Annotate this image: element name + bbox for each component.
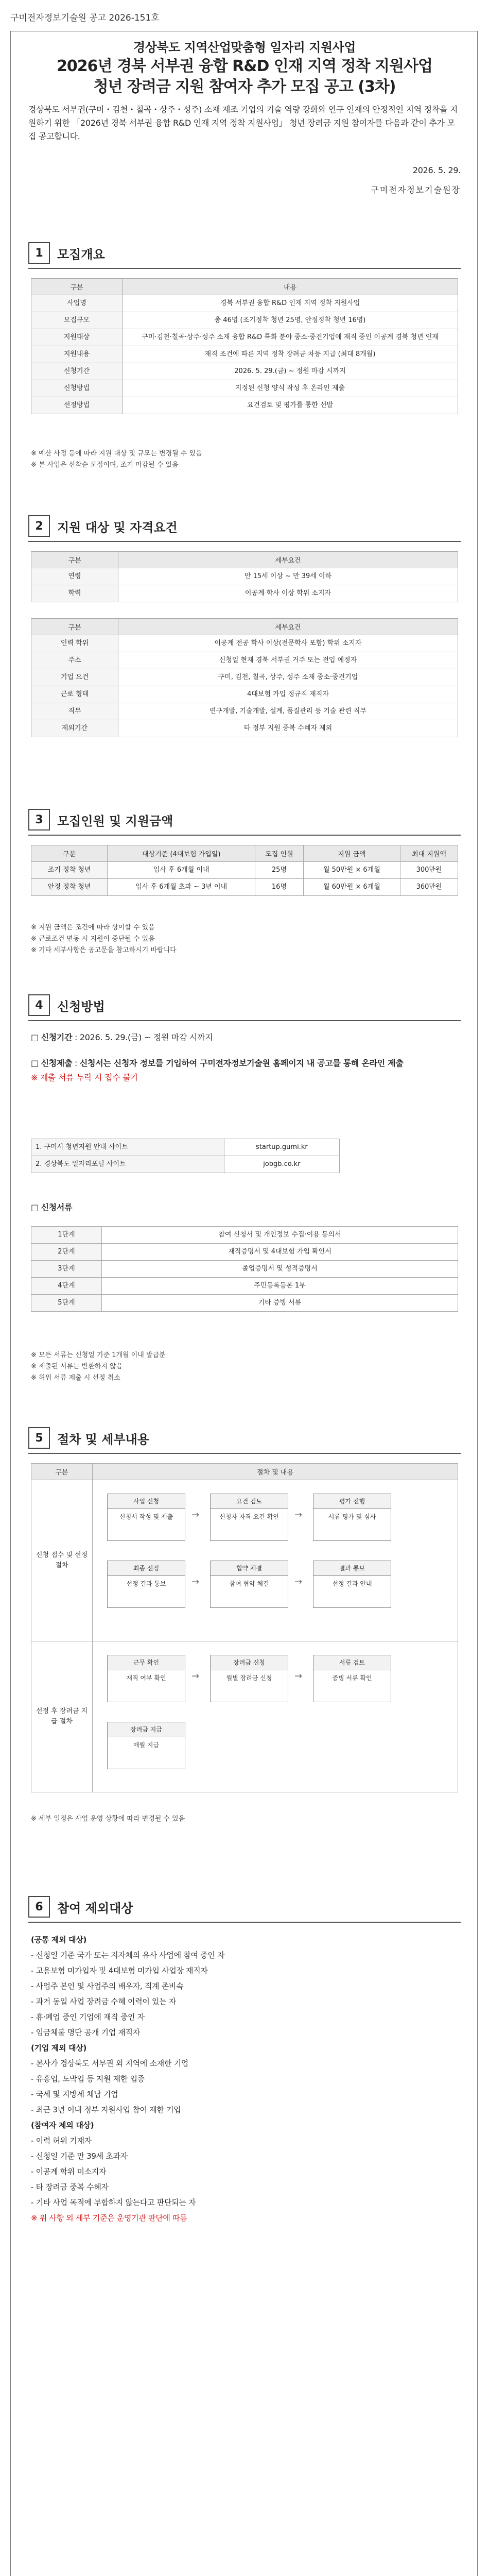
row-label: 3단계	[31, 1261, 102, 1278]
section-divider	[28, 541, 461, 542]
flow-step-body: 신청자 자격 요건 확인	[219, 1513, 279, 1520]
application-period: □ 신청기간 : 2026. 5. 29.(금) ~ 정원 마감 시까지	[31, 1032, 213, 1042]
list-line: - 임금체불 명단 공개 기업 재직자	[31, 2028, 140, 2037]
table-cell: 4대보험 가입 정규직 재직자	[118, 686, 458, 703]
table-header: 구분	[31, 845, 108, 862]
table-row	[31, 720, 458, 737]
table-cell: 만 15세 이상 ~ 만 39세 이하	[118, 568, 458, 585]
flow-cell	[93, 1641, 458, 1792]
requirements-table	[31, 618, 458, 737]
table-row	[31, 1480, 458, 1641]
stage-label: 선정 후 장려금 지급 절차	[31, 1641, 93, 1792]
section-3-title	[28, 809, 173, 831]
table-row	[31, 295, 458, 312]
section-1-notes	[31, 448, 458, 471]
section-divider	[28, 1922, 461, 1923]
flow-step-body: 월별 장려금 신청	[226, 1674, 272, 1682]
exclusion-list	[31, 1932, 458, 2226]
table-row	[31, 862, 458, 879]
table-row	[31, 1227, 458, 1244]
table-cell: 입사 후 6개월 초과 ~ 3년 이내	[108, 879, 255, 896]
table-cell: 연구개발, 기술개발, 설계, 품질관리 등 기술 관련 직무	[118, 703, 458, 720]
table-header: 대상기준 (4대보험 가입일)	[108, 845, 255, 862]
note-line: ※ 허위 서류 제출 시 선정 취소	[31, 1374, 120, 1382]
row-label: 기업 요건	[31, 669, 118, 686]
table-cell: 재직증명서 및 4대보험 가입 확인서	[102, 1244, 458, 1261]
note-line: ※ 기타 세부사항은 공고문을 참고하시기 바랍니다	[31, 946, 177, 954]
notice-number: 구미전자정보기술원 공고 2026-151호	[10, 13, 160, 23]
arrow-right-icon: →	[294, 1577, 303, 1587]
table-cell: 입사 후 6개월 이내	[108, 862, 255, 879]
table-row	[31, 879, 458, 896]
section-divider	[28, 1020, 461, 1021]
notice-date: 2026. 5. 29.	[412, 165, 461, 175]
section-divider	[28, 268, 461, 269]
table-row	[31, 585, 458, 602]
row-label: 신청기간	[31, 363, 123, 380]
table-cell: 이공계 학사 이상 학위 소지자	[118, 585, 458, 602]
table-cell: 신청일 현재 경북 서부권 거주 또는 전입 예정자	[118, 652, 458, 669]
list-line: - 고용보험 미가입자 및 4대보험 미가입 사업장 재직자	[31, 1966, 208, 1975]
arrow-right-icon: →	[191, 1671, 200, 1682]
row-label: 연령	[31, 568, 118, 585]
table-header: 지원 금액	[303, 845, 400, 862]
docs-label: 신청서류	[41, 1202, 73, 1212]
method-label: 신청제출	[41, 1058, 73, 1068]
row-label: 지원내용	[31, 346, 123, 363]
table-header: 최대 지원액	[400, 845, 458, 862]
links-table	[31, 1139, 340, 1173]
list-line: - 이공계 학위 미소지자	[31, 2167, 107, 2176]
table-row	[31, 346, 458, 363]
table-row	[31, 652, 458, 669]
header-line3: 청년 장려금 지원 참여자 추가 모집 공고 (3차)	[93, 78, 396, 96]
header-line2: 2026년 경북 서부권 융합 R&D 인재 지역 정착 지원사업	[57, 57, 432, 75]
flow-step-body: 증빙 서류 확인	[332, 1674, 372, 1682]
list-line: - 과거 동일 사업 장려금 수혜 이력이 있는 자	[31, 1997, 177, 2006]
flow-step	[210, 1655, 288, 1702]
row-label: 모집규모	[31, 312, 123, 329]
row-label: 학력	[31, 585, 118, 602]
table-header: 세부요건	[118, 552, 458, 568]
documents-heading: □ 신청서류	[31, 1202, 73, 1212]
flow-step-title: 장려금 신청	[211, 1655, 288, 1670]
table-row	[31, 1295, 458, 1312]
eligibility-table	[31, 551, 458, 602]
note-line: ※ 모든 서류는 신청일 기준 1개월 이내 발급분	[31, 1351, 166, 1359]
flow-step-title: 서류 검토	[313, 1655, 391, 1670]
flow-step	[107, 1722, 185, 1769]
table-row	[31, 380, 458, 397]
row-label: 5단계	[31, 1295, 102, 1312]
flow-step-body: 선정 결과 안내	[332, 1580, 372, 1587]
flow-step	[107, 1655, 185, 1702]
stage-label: 신청 접수 및 선정 절차	[31, 1480, 93, 1641]
section-2-title	[28, 515, 178, 537]
list-line: - 휴·폐업 중인 기업에 재직 중인 자	[31, 2012, 145, 2022]
section-label: 모집개요	[57, 247, 105, 262]
row-label: 2단계	[31, 1244, 102, 1261]
list-line: - 유흥업, 도박업 등 지원 제한 업종	[31, 2074, 145, 2083]
flow-step	[210, 1561, 288, 1608]
section-label: 절차 및 세부내용	[57, 1432, 149, 1447]
method-value: 신청서는 신청자 정보를 기입하여 구미전자정보기술원 홈페이지 내 공고를 통해 온라인 제출	[79, 1058, 404, 1068]
table-cell: 주민등록등본 1부	[102, 1278, 458, 1295]
table-row	[31, 635, 458, 652]
recruitment-table	[31, 845, 458, 896]
overview-table	[31, 278, 458, 414]
list-line: - 신청일 기준 만 39세 초과자	[31, 2151, 128, 2161]
table-row	[31, 312, 458, 329]
header-line1: 경상북도 지역산업맞춤형 일자리 지원사업	[133, 40, 356, 55]
row-label: 선정방법	[31, 397, 123, 414]
section-label: 지원 대상 및 자격요건	[57, 520, 178, 535]
table-cell: 월 60만원 × 6개월	[303, 879, 400, 896]
flow-step-title: 사업 신청	[108, 1494, 185, 1509]
table-cell: startup.gumi.kr	[224, 1139, 339, 1156]
table-cell: 경북 서부권 융합 R&D 인재 지역 정착 지원사업	[123, 295, 458, 312]
section-number: 6	[28, 1896, 50, 1918]
documents-notes	[31, 1350, 458, 1384]
table-header: 구분	[31, 619, 118, 635]
section-divider	[28, 835, 461, 836]
table-cell: 25명	[255, 862, 303, 879]
intro	[28, 103, 461, 197]
section-5-title	[28, 1427, 149, 1449]
arrow-right-icon: →	[294, 1671, 303, 1682]
table-header: 세부요건	[118, 619, 458, 635]
flow-step-title: 장려금 지급	[108, 1722, 185, 1737]
list-line: (공통 제외 대상)	[31, 1935, 87, 1944]
table-header: 구분	[31, 279, 123, 295]
table-row	[31, 1244, 458, 1261]
flow-step	[107, 1494, 185, 1541]
row-label: 근로 형태	[31, 686, 118, 703]
table-cell: 이공계 전공 학사 이상(전문학사 포함) 학위 소지자	[118, 635, 458, 652]
flow-step-body: 참여 협약 체결	[229, 1580, 269, 1587]
row-label: 신청방법	[31, 380, 123, 397]
table-row	[31, 1641, 458, 1792]
flow-step	[210, 1494, 288, 1541]
section-label: 참여 제외대상	[57, 1901, 133, 1916]
table-header: 절차 및 내용	[93, 1464, 458, 1480]
table-cell: 16명	[255, 879, 303, 896]
list-line: - 사업주 본인 및 사업주의 배우자, 직계 존비속	[31, 1981, 184, 1991]
note-line: ※ 근로조건 변동 시 지원이 중단될 수 있음	[31, 935, 155, 943]
section-4-title	[28, 994, 105, 1016]
list-line: - 최근 3년 이내 정부 지원사업 참여 제한 기업	[31, 2105, 181, 2114]
flow-step-title: 근무 확인	[108, 1655, 185, 1670]
intro-text: 경상북도 서부권(구미・김천・칠곡・상주・성주) 소재 제조 기업의 기술 역량 강화와 연구 인재의 안정적인 지역 정착을 지원하기 위한 「2026년 경북 서부권 융합 R&D 인재 지역 정착 지원사업」 청년 장려금 지원 참여자를 다음과 같이 추가 모집 공고합니다.	[28, 105, 458, 141]
row-label: 제외기간	[31, 720, 118, 737]
flow-step-body: 서류 평가 및 심사	[328, 1513, 376, 1520]
row-label: 1단계	[31, 1227, 102, 1244]
table-row	[31, 363, 458, 380]
row-label: 인력 학위	[31, 635, 118, 652]
row-label: 2. 경상북도 일자리포털 사이트	[31, 1156, 224, 1173]
flow-step	[313, 1561, 391, 1608]
table-cell: 재직 조건에 따른 지역 정착 장려금 차등 지급 (최대 8개월)	[123, 346, 458, 363]
table-cell: jobgb.co.kr	[224, 1156, 339, 1173]
table-header: 구분	[31, 1464, 93, 1480]
row-label: 직무	[31, 703, 118, 720]
application-method: □ 신청제출 : 신청서는 신청자 정보를 기입하여 구미전자정보기술원 홈페이지 내 공고를 통해 온라인 제출 ※ 제출 서류 누락 시 접수 불가	[31, 1056, 458, 1085]
table-row	[31, 669, 458, 686]
table-row	[31, 1156, 340, 1173]
section-label: 모집인원 및 지원금액	[57, 814, 173, 828]
list-line: - 국세 및 지방세 체납 기업	[31, 2090, 118, 2099]
table-cell: 참여 신청서 및 개인정보 수집·이용 동의서	[102, 1227, 458, 1244]
table-header: 모집 인원	[255, 845, 303, 862]
note-line: ※ 본 사업은 선착순 모집이며, 조기 마감될 수 있음	[31, 461, 179, 469]
section-divider	[28, 1453, 461, 1454]
list-line: - 본사가 경상북도 서부권 외 지역에 소재한 기업	[31, 2059, 189, 2068]
procedure-table	[31, 1463, 458, 1792]
section-number: 5	[28, 1427, 50, 1449]
notice-header	[21, 39, 468, 97]
flow-step-body: 신청서 작성 및 제출	[119, 1513, 173, 1520]
row-label: 조기 정착 청년	[31, 862, 108, 879]
section-number: 1	[28, 242, 50, 264]
flow-cell	[93, 1480, 458, 1641]
row-label: 4단계	[31, 1278, 102, 1295]
list-line: - 기타 사업 목적에 부합하지 않는다고 판단되는 자	[31, 2198, 196, 2207]
list-line: - 신청일 기준 국가 또는 지자체의 유사 사업에 참여 중인 자	[31, 1951, 225, 1960]
flow-step-title: 협약 체결	[211, 1561, 288, 1576]
period-value: 2026. 5. 29.(금) ~ 정원 마감 시까지	[79, 1032, 213, 1042]
table-cell: 월 50만원 × 6개월	[303, 862, 400, 879]
flow-step	[107, 1561, 185, 1608]
table-cell: 구미·김천·칠곡·상주·성주 소재 융합 R&D 특화 분야 중소·중견기업에 재직 중인 이공계 경북 청년 인재	[123, 329, 458, 346]
section-label: 신청방법	[57, 999, 105, 1014]
row-label: 주소	[31, 652, 118, 669]
section-3-notes	[31, 922, 458, 956]
table-row	[31, 703, 458, 720]
table-row	[31, 686, 458, 703]
section-number: 2	[28, 515, 50, 537]
flow-step-title: 최종 선정	[108, 1561, 185, 1576]
notice-org: 구미전자정보기술원장	[371, 185, 461, 195]
row-label: 1. 구미시 청년지원 안내 사이트	[31, 1139, 224, 1156]
list-line: - 이력 허위 기재자	[31, 2136, 92, 2145]
flow-step-title: 평가 진행	[313, 1494, 391, 1509]
table-header: 구분	[31, 552, 118, 568]
table-header: 내용	[123, 279, 458, 295]
documents-table	[31, 1226, 458, 1312]
arrow-right-icon: →	[294, 1510, 303, 1520]
method-note: ※ 제출 서류 누락 시 접수 불가	[31, 1073, 138, 1082]
table-row	[31, 1278, 458, 1295]
note-line: ※ 지원 금액은 조건에 따라 상이할 수 있음	[31, 924, 155, 931]
table-cell: 기타 증빙 서류	[102, 1295, 458, 1312]
table-row	[31, 568, 458, 585]
section-number: 3	[28, 809, 50, 831]
arrow-right-icon: →	[191, 1577, 200, 1587]
flow-step	[313, 1494, 391, 1541]
section-number: 4	[28, 994, 50, 1016]
note-line: ※ 제출된 서류는 반환하지 않음	[31, 1363, 123, 1370]
row-label: 사업명	[31, 295, 123, 312]
period-label: 신청기간	[41, 1032, 73, 1042]
note-line: ※ 예산 사정 등에 따라 지원 대상 및 규모는 변경될 수 있음	[31, 450, 202, 457]
list-line: ※ 위 사항 외 세부 기준은 운영기관 판단에 따름	[31, 2213, 187, 2223]
list-line: (참여자 제외 대상)	[31, 2121, 94, 2130]
flow-step-body: 선정 결과 통보	[126, 1580, 166, 1587]
table-cell: 300만원	[400, 862, 458, 879]
table-cell: 2026. 5. 29.(금) ~ 정원 마감 시까지	[123, 363, 458, 380]
section-1-title	[28, 242, 105, 264]
table-row	[31, 1261, 458, 1278]
section-5-note: ※ 세부 일정은 사업 운영 상황에 따라 변경될 수 있음	[31, 1815, 185, 1823]
table-cell: 360만원	[400, 879, 458, 896]
flow-step-body: 매월 지급	[133, 1741, 160, 1749]
row-label: 지원대상	[31, 329, 123, 346]
table-row	[31, 329, 458, 346]
table-row	[31, 1139, 340, 1156]
table-cell: 요건검토 및 평가를 통한 선발	[123, 397, 458, 414]
arrow-right-icon: →	[191, 1510, 200, 1520]
table-cell: 졸업증명서 및 성적증명서	[102, 1261, 458, 1278]
flow-step-body: 재직 여부 확인	[126, 1674, 166, 1682]
table-cell: 구미, 김천, 칠곡, 상주, 성주 소재 중소·중견기업	[118, 669, 458, 686]
row-label: 안정 정착 청년	[31, 879, 108, 896]
table-cell: 지정된 신청 양식 작성 후 온라인 제출	[123, 380, 458, 397]
flow-step-title: 결과 통보	[313, 1561, 391, 1576]
section-6-title	[28, 1896, 133, 1918]
table-cell: 타 정부 지원 중복 수혜자 제외	[118, 720, 458, 737]
table-cell: 총 46명 (조기정착 청년 25명, 안정정착 청년 16명)	[123, 312, 458, 329]
table-row	[31, 397, 458, 414]
list-line: - 타 장려금 중복 수혜자	[31, 2182, 109, 2192]
flow-step	[313, 1655, 391, 1702]
list-line: (기업 제외 대상)	[31, 2043, 87, 2053]
flow-step-title: 요건 검토	[211, 1494, 288, 1509]
